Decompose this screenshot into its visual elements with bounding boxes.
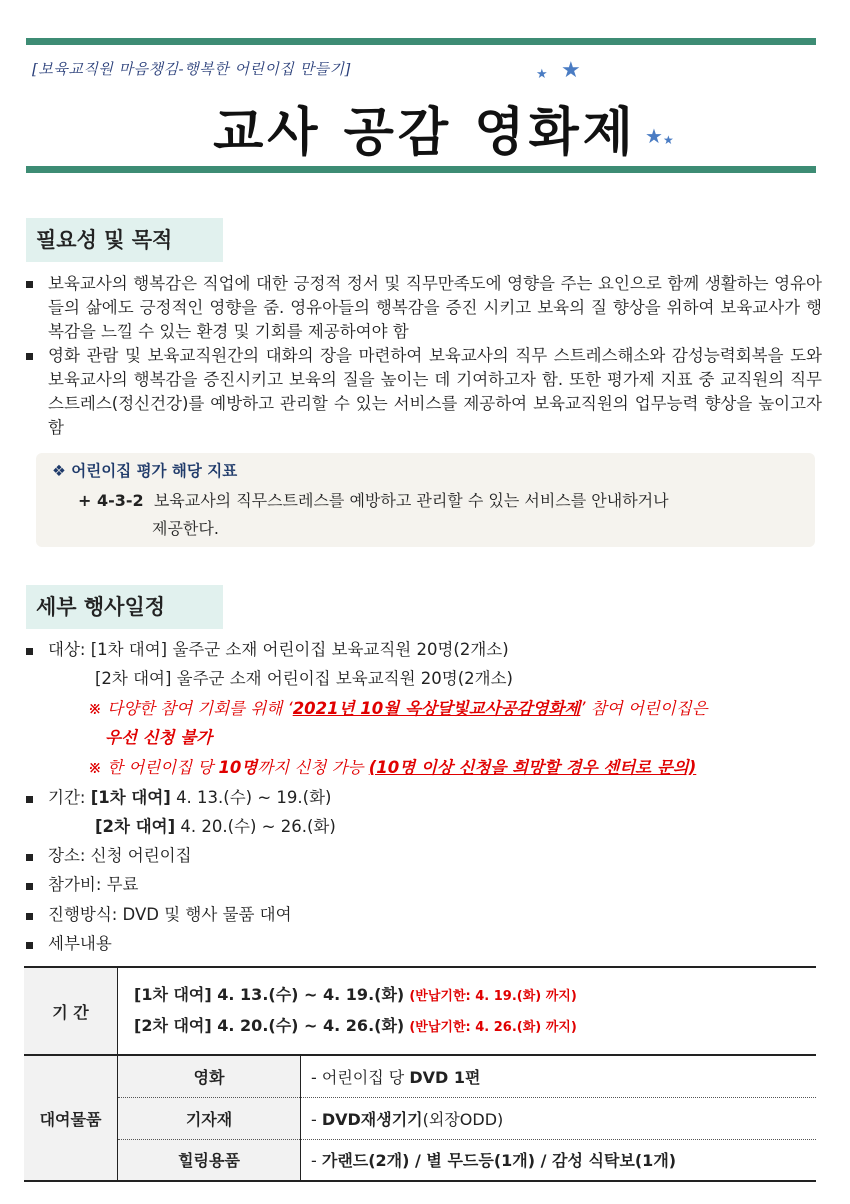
return-deadline-2: (반납기한: 4. 26.(화) 까지) xyxy=(409,1020,577,1035)
indicator-code: + 4-3-2 xyxy=(78,491,144,510)
bullet-icon xyxy=(26,648,33,655)
fee-line: 참가비: 무료 xyxy=(48,875,139,894)
top-divider-bar xyxy=(26,38,816,45)
note-1-pre: ※ 다양한 참여 기회를 위해 ‘ xyxy=(88,699,293,718)
purpose-item: 영화 관람 및 보육교직원간의 대화의 장을 마련하여 보육교사의 직무 스트레스해소와 감성능력회복을 도와 보육교사의 행복감을 증진시키고 보육의 질을 높이는 데 기여하고자 함. 또한 평가제 지표 중 교직원의 직무스트레스(정신건강)를 예방하고 관리할 수 있는 서비스를 제공하여 보육교직원의 업무능력 향상을 높이고자 함 xyxy=(22,344,822,440)
item-desc-cell xyxy=(301,1055,817,1097)
note-2-mid: 까지 신청 가능 xyxy=(257,758,369,777)
target-line-1 xyxy=(48,636,509,660)
bullet-icon xyxy=(26,883,33,890)
item-desc-bold: DVD 1편 xyxy=(409,1067,481,1087)
indicator-text-2: 제공한다. xyxy=(152,519,219,538)
table-row xyxy=(24,1055,816,1097)
bullet-icon xyxy=(26,913,33,920)
purpose-list xyxy=(22,272,822,440)
bullet-icon xyxy=(26,796,33,803)
item-name-cell: 기자재 xyxy=(118,1097,301,1139)
bottom-divider-bar xyxy=(26,166,816,173)
item-desc-bold: DVD재생기기 xyxy=(321,1109,423,1129)
page-title: 교사 공감 영화제 xyxy=(213,103,637,163)
note-2-pre: ※ 한 어린이집 당 xyxy=(88,758,219,777)
note-1 xyxy=(88,695,708,719)
items-header-cell: 대여물품 xyxy=(24,1055,118,1181)
period-1-label: [1차 대여] xyxy=(90,788,171,807)
bullet-icon xyxy=(26,854,33,861)
table-row xyxy=(24,967,816,1055)
period-line-2 xyxy=(95,813,336,837)
note-2-underline: (10명 이상 신청을 희망할 경우 센터로 문의) xyxy=(368,758,697,777)
indicator-title: ❖ 어린이집 평가 해당 지표 xyxy=(52,462,238,480)
note-1-post: ’ 참여 어린이집은 xyxy=(580,699,708,718)
indicator-text-1: 보육교사의 직무스트레스를 예방하고 관리할 수 있는 서비스를 안내하거나 xyxy=(153,491,669,510)
period-2-label: [2차 대여] xyxy=(95,817,176,836)
target-2: [2차 대여] 울주군 소재 어린이집 보육교직원 20명(2개소) xyxy=(95,669,513,688)
page-subtitle: [보육교직원 마음챙김-행복한 어린이집 만들기] xyxy=(32,60,351,78)
period-2: 4. 20.(수) ~ 26.(화) xyxy=(180,817,336,836)
item-desc-pre: - xyxy=(311,1109,322,1129)
period-row-1: [1차 대여] 4. 13.(수) ~ 4. 19.(화) xyxy=(134,985,405,1004)
target-label: 대상: xyxy=(48,640,86,659)
note-1-bold: 2021년 10월 옥상달빛교사공감영화제 xyxy=(292,699,581,718)
period-1: 4. 13.(수) ~ 19.(화) xyxy=(176,788,332,807)
star-icon: ★ xyxy=(663,133,674,147)
item-desc-cell xyxy=(301,1139,817,1181)
table-row xyxy=(24,1139,816,1181)
detail-line: 세부내용 xyxy=(48,934,112,953)
period-header-cell: 기 간 xyxy=(24,967,118,1055)
section-heading-purpose: 필요성 및 목적 xyxy=(26,218,223,262)
item-desc-cell xyxy=(301,1097,817,1139)
period-cell xyxy=(118,967,817,1055)
item-name-cell: 영화 xyxy=(118,1055,301,1097)
note-1-line-2: 우선 신청 불가 xyxy=(105,728,213,747)
period-line-1 xyxy=(48,784,331,808)
return-deadline-1: (반납기한: 4. 19.(화) 까지) xyxy=(409,989,577,1004)
place-line: 장소: 신청 어린이집 xyxy=(48,846,192,865)
item-desc-bold: 가랜드(2개) / 별 무드등(1개) / 감성 식탁보(1개) xyxy=(321,1151,677,1171)
method-line: 진행방식: DVD 및 행사 물품 대여 xyxy=(48,905,292,924)
target-1: [1차 대여] 울주군 소재 어린이집 보육교직원 20명(2개소) xyxy=(90,640,509,659)
item-desc-pre: - 어린이집 당 xyxy=(311,1067,410,1087)
item-desc-pre: - xyxy=(311,1151,322,1171)
evaluation-indicator-box xyxy=(36,453,815,547)
item-desc-post: (외장ODD) xyxy=(422,1109,504,1129)
period-label: 기간: xyxy=(48,788,86,807)
detail-table xyxy=(24,966,816,1182)
section-heading-schedule: 세부 행사일정 xyxy=(26,585,223,629)
purpose-item: 보육교사의 행복감은 직업에 대한 긍정적 정서 및 직무만족도에 영향을 주는 요인으로 함께 생활하는 영유아들의 삶에도 긍정적인 영향을 줌. 영유아들의 행복감을 증진 시키고 보육의 질 향상을 위하여 보육교사가 행복감을 느낄 수 있는 환경 및 기회를 제공하여야 함 xyxy=(22,272,822,344)
item-name-cell: 힐링용품 xyxy=(118,1139,301,1181)
star-icon: ★ xyxy=(561,58,581,83)
star-icon: ★ xyxy=(536,67,548,82)
star-icon: ★ xyxy=(645,124,663,148)
note-2-bold: 10명 xyxy=(218,758,258,777)
note-2 xyxy=(88,754,696,778)
bullet-icon xyxy=(26,942,33,949)
table-row xyxy=(24,1097,816,1139)
indicator-row xyxy=(78,487,798,543)
period-row-2: [2차 대여] 4. 20.(수) ~ 4. 26.(화) xyxy=(134,1016,405,1035)
